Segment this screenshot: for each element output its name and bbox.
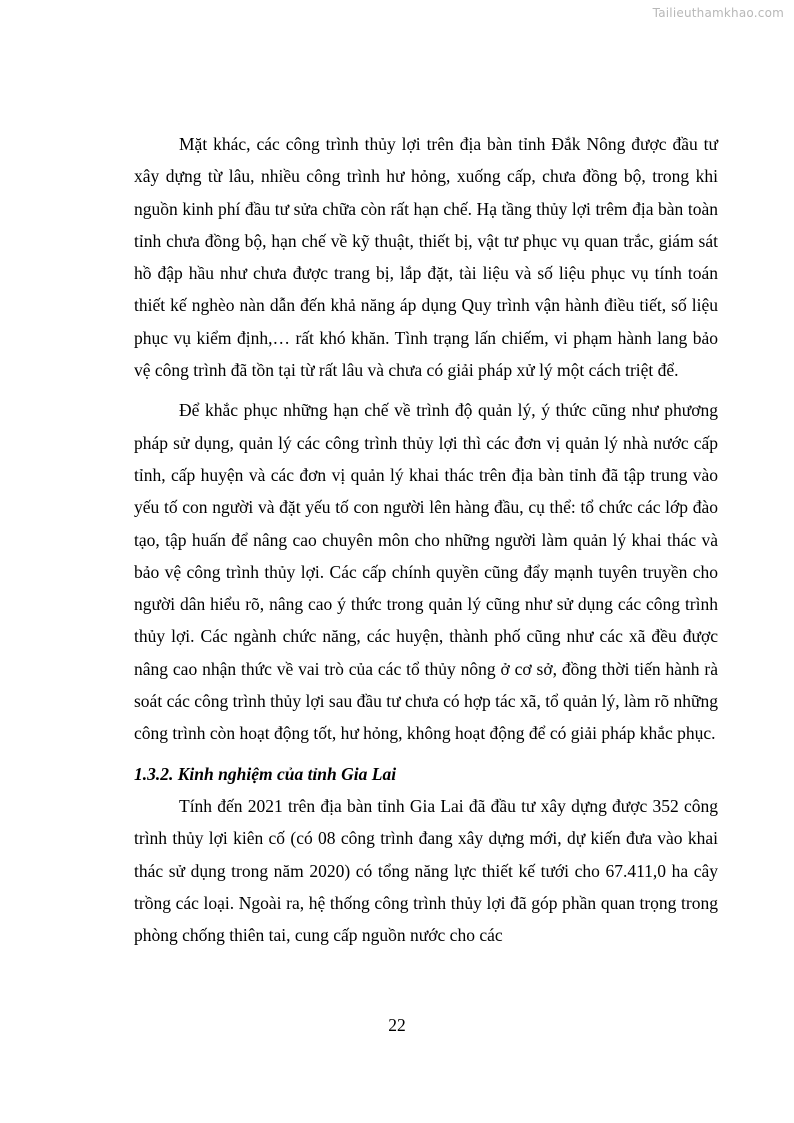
page-number: 22 [388,1015,406,1035]
watermark-text: Tailieuthamkhao.com [652,6,784,20]
paragraph-management-measures: Để khắc phục những hạn chế về trình độ quản lý, ý thức cũng như phương pháp sử dụng, quản lý các công trình thủy lợi thì các đơn vị quản lý nhà nước cấp tỉnh, cấp huyện và các đơn vị quản lý khai thác trên địa bàn tỉnh đã tập trung vào yếu tố con người và đặt yếu tố con người lên hàng đầu, cụ thể: tổ chức các lớp đào tạo, tập huấn để nâng cao chuyên môn cho những người làm quản lý khai thác và bảo vệ công trình thủy lợi. Các cấp chính quyền cũng đẩy mạnh tuyên truyền cho người dân hiểu rõ, nâng cao ý thức trong quản lý cũng như sử dụng các công trình thủy lợi. Các ngành chức năng, các huyện, thành phố cũng như các xã đều được nâng cao nhận thức về vai trò của các tổ thủy nông ở cơ sở, đồng thời tiến hành rà soát các công trình thủy lợi sau đầu tư chưa có hợp tác xã, tổ quản lý, làm rõ những công trình còn hoạt động tốt, hư hỏng, không hoạt động để có giải pháp khắc phục. [134,400,718,744]
section-heading: 1.3.2. Kinh nghiệm của tỉnh Gia Lai [134,763,397,784]
paragraph-dak-nong-infrastructure: Mặt khác, các công trình thủy lợi trên địa bàn tỉnh Đắk Nông được đầu tư xây dựng từ lâu, nhiều công trình hư hỏng, xuống cấp, chưa đồng bộ, trong khi nguồn kinh phí đầu tư sửa chữa còn rất hạn chế. Hạ tầng thủy lợi trêm địa bàn toàn tỉnh chưa đồng bộ, hạn chế về kỹ thuật, thiết bị, vật tư phục vụ quan trắc, giám sát hồ đập hầu như chưa được trang bị, lắp đặt, tài liệu và số liệu phục vụ tính toán thiết kế nghèo nàn dẫn đến khả năng áp dụng Quy trình vận hành điều tiết, số liệu phục vụ kiểm định,… rất khó khăn. Tình trạng lấn chiếm, vi phạm hành lang bảo vệ công trình đã tồn tại từ rất lâu và chưa có giải pháp xử lý một cách triệt để. [134,134,718,381]
document-body [134,128,718,951]
paragraph-gia-lai-experience: Tính đến 2021 trên địa bàn tỉnh Gia Lai đã đầu tư xây dựng được 352 công trình thủy lợi kiên cố (có 08 công trình đang xây dựng mới, dự kiến đưa vào khai thác sử dụng trong năm 2020) có tổng năng lực thiết kế tưới cho 67.411,0 ha cây trồng các loại. Ngoài ra, hệ thống công trình thủy lợi đã góp phần quan trọng trong phòng chống thiên tai, cung cấp nguồn nước cho các [134,795,718,946]
